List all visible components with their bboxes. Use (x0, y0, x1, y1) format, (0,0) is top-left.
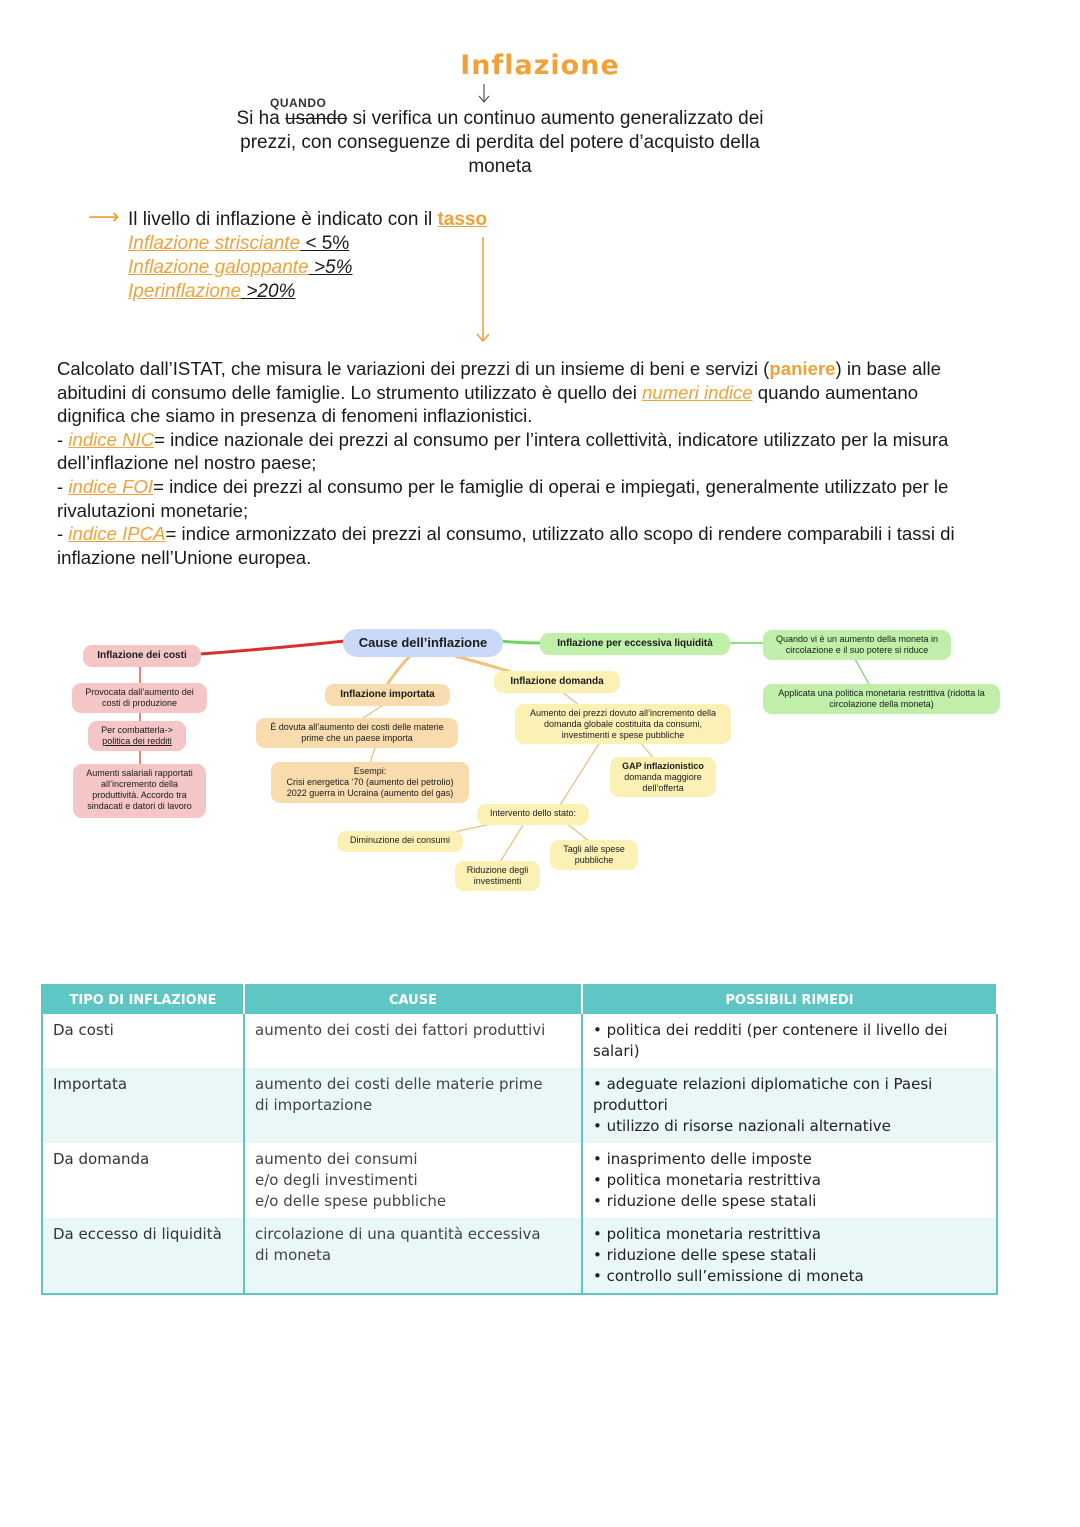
header-rimedi: POSSIBILI RIMEDI (582, 985, 997, 1014)
node-domanda: Inflazione domanda (494, 671, 620, 693)
handwritten-correction: QUANDO (270, 96, 327, 110)
node-consumi: Diminuzione dei consumi (337, 831, 463, 852)
node-domanda-1: Aumento dei prezzi dovuto all’incremento della domanda globale costituita da consumi, investimenti e spese pubbliche (515, 704, 731, 744)
mindmap-center: Cause dell’inflazione (343, 629, 503, 657)
level-item: Inflazione galoppante >5% (128, 257, 353, 278)
node-intervento: Intervento dello stato: (477, 804, 589, 825)
node-costi-1: Provocata dall’aumento dei costi di produzione (72, 683, 207, 713)
struck-word: usando (285, 108, 348, 129)
node-investimenti: Riduzione degli investimenti (455, 861, 540, 891)
table-row: Importata aumento dei costi delle materie prime di importazione • adeguate relazioni diplomatiche con i Paesi produttori • utilizzo di risorse nazionali alternative (42, 1068, 997, 1143)
header-cause: CAUSE (244, 985, 582, 1014)
table-row: Da costi aumento dei costi dei fattori produttivi • politica dei redditi (per contenere il livello dei salari) (42, 1014, 997, 1068)
level-item: Iperinflazione >20% (128, 281, 296, 302)
level-item: Inflazione strisciante < 5% (128, 233, 350, 254)
inflation-levels: Il livello di inflazione è indicato con il tasso Inflazione strisciante < 5% Inflazione galoppante >5% Iperinflazione >20% (128, 209, 488, 302)
node-liquidita: Inflazione per eccessiva liquidità (540, 633, 730, 655)
table-row: Da eccesso di liquidità circolazione di una quantità eccessiva di moneta • politica monetaria restrittiva • riduzione delle spese statali • controllo sull’emissione di moneta (42, 1218, 997, 1294)
node-importata-2: Esempi: Crisi energetica ‘70 (aumento del petrolio) 2022 guerra in Ucraina (aumento del gas) (271, 762, 469, 803)
node-costi-3: Aumenti salariali rapportati all’incremento della produttività. Accordo tra sindacati e datori di lavoro (73, 764, 206, 818)
istat-paragraph: Calcolato dall’ISTAT, che misura le variazioni dei prezzi di un insieme di beni e servizi (paniere) in base alle abitudini di consumo delle famiglie. Lo strumento utilizzato è quello dei numeri indice quando aumentano dignifica che siamo in presenza di fenomeni inflazionistici. - indice NIC= indice nazionale dei prezzi al consumo per l’intera collettività, indicatore utilizzato per la misura dell’inflazione nel nostro paese; - indice FOI= indice dei prezzi al consumo per le famiglie di operai e impiegati, generalmente utilizzato per le rivalutazioni monetarie; - indice IPCA= indice armonizzato dei prezzi al consumo, utilizzato allo scopo di rendere comparabili i tassi di inflazione nell’Unione europea. (57, 358, 955, 568)
node-importata-1: È dovuta all’aumento dei costi delle materie prime che un paese importa (256, 718, 458, 748)
node-costi: Inflazione dei costi (83, 645, 201, 667)
node-liquidita-2: Applicata una politica monetaria restrittiva (ridotta la circolazione della moneta) (763, 684, 1000, 714)
header-tipo: TIPO DI INFLAZIONE (42, 985, 244, 1014)
node-liquidita-1: Quando vi è un aumento della moneta in circolazione e il suo potere si riduce (763, 630, 951, 660)
arrow-right-icon: ⟶ (88, 204, 120, 229)
node-tagli: Tagli alle spese pubbliche (550, 840, 638, 870)
inflation-table (41, 984, 998, 1295)
definition-text: Si ha usando si verifica un continuo aumento generalizzato dei prezzi, con conseguenze di perdita del potere d’acquisto della moneta (236, 108, 764, 177)
tasso-keyword: tasso (437, 209, 488, 230)
node-gap: GAP inflazionistico domanda maggiore dell’offerta (610, 757, 716, 797)
table-row: Da domanda aumento dei consumi e/o degli investimenti e/o delle spese pubbliche • inasprimento delle imposte • politica monetaria restrittiva • riduzione delle spese statali (42, 1143, 997, 1218)
table-header-row (42, 985, 997, 1014)
node-costi-2: Per combatterla-> politica dei redditi (88, 721, 186, 751)
node-importata: Inflazione importata (325, 684, 450, 706)
page-title: Inflazione (460, 50, 620, 81)
